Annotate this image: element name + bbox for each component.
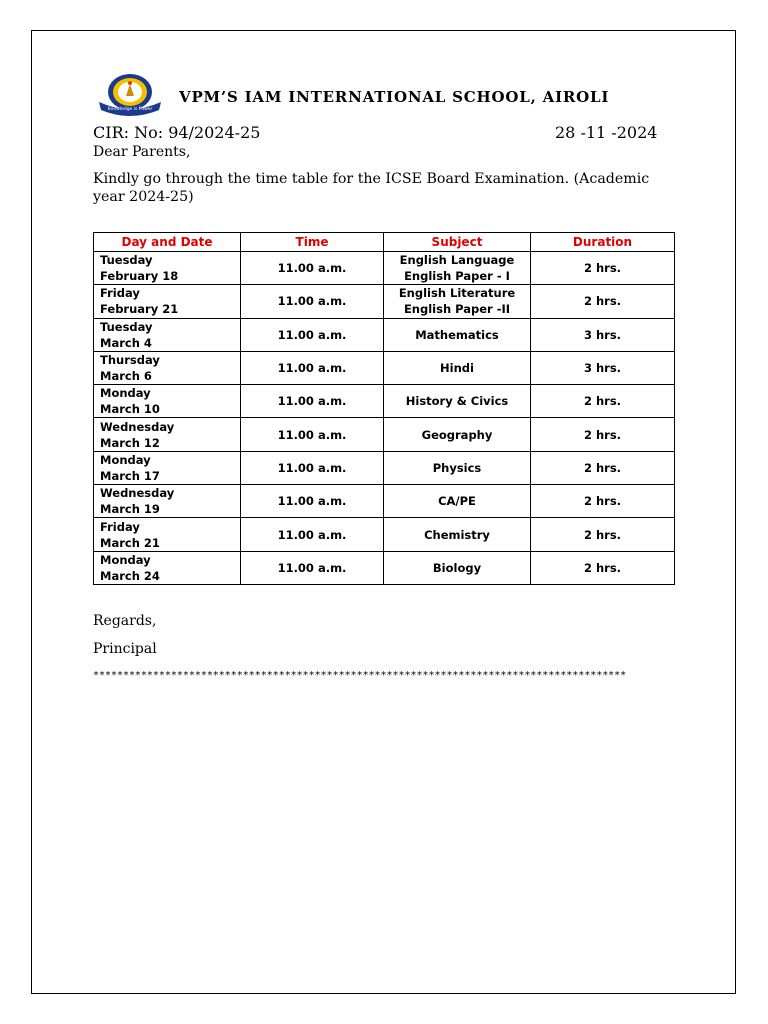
exam-date: March 4 (100, 335, 152, 350)
regards: Regards, (93, 613, 157, 629)
header-time: Time (241, 233, 384, 252)
exam-date: March 19 (100, 502, 160, 517)
cell-time: 11.00 a.m. (241, 351, 384, 384)
table-row (94, 385, 675, 418)
cell-time: 11.00 a.m. (241, 485, 384, 518)
table-row (94, 485, 675, 518)
subject-name: Biology (432, 560, 482, 575)
circular-date: 28 -11 -2024 (555, 123, 658, 142)
cell-time: 11.00 a.m. (241, 385, 384, 418)
day-name: Friday (100, 286, 140, 301)
cell-duration: 3 hrs. (531, 318, 675, 351)
day-name: Monday (100, 386, 151, 401)
separator-line: ***************************************************************************************** (93, 670, 627, 681)
school-crest-icon (93, 72, 167, 116)
day-name: Wednesday (100, 419, 175, 434)
subject-name: CA/PE (438, 494, 476, 509)
exam-date: March 21 (100, 535, 160, 550)
cell-day-and-date (94, 451, 241, 484)
subject-name: History & Civics (405, 394, 509, 409)
cell-subject (384, 351, 531, 384)
circular-number: CIR: No: 94/2024-25 (93, 123, 261, 142)
cell-time: 11.00 a.m. (241, 518, 384, 551)
subject-paper: English Paper - I (404, 269, 510, 284)
cell-duration: 2 hrs. (531, 285, 675, 318)
cell-duration: 2 hrs. (531, 551, 675, 584)
cell-duration: 2 hrs. (531, 518, 675, 551)
subject-name: Mathematics (415, 327, 499, 342)
header-day-and-date: Day and Date (94, 233, 241, 252)
subject-name: Geography (421, 427, 493, 442)
signatory: Principal (93, 641, 157, 657)
cell-subject (384, 385, 531, 418)
cell-subject (384, 318, 531, 351)
table-row (94, 551, 675, 584)
exam-timetable (93, 232, 675, 585)
cell-subject (384, 485, 531, 518)
cell-duration: 2 hrs. (531, 451, 675, 484)
day-name: Monday (100, 452, 151, 467)
cell-day-and-date (94, 385, 241, 418)
cell-time: 11.00 a.m. (241, 551, 384, 584)
cell-time: 11.00 a.m. (241, 285, 384, 318)
cell-subject (384, 551, 531, 584)
day-name: Friday (100, 519, 140, 534)
table-header-row (94, 233, 675, 252)
cell-time: 11.00 a.m. (241, 418, 384, 451)
table-row (94, 518, 675, 551)
exam-date: February 18 (100, 269, 179, 284)
cell-duration: 2 hrs. (531, 418, 675, 451)
table-row (94, 418, 675, 451)
salutation: Dear Parents, (93, 144, 191, 160)
cell-subject (384, 418, 531, 451)
header-duration: Duration (531, 233, 675, 252)
cell-subject (384, 285, 531, 318)
table-row (94, 252, 675, 285)
cell-time: 11.00 a.m. (241, 252, 384, 285)
table-row (94, 285, 675, 318)
subject-name: Hindi (440, 361, 474, 376)
cell-subject (384, 451, 531, 484)
exam-date: March 12 (100, 435, 160, 450)
logo-motto: Knowledge is Power (107, 107, 153, 112)
cell-duration: 2 hrs. (531, 385, 675, 418)
cell-day-and-date (94, 551, 241, 584)
cell-subject (384, 252, 531, 285)
intro-text: Kindly go through the time table for the ICSE Board Examination. (Academic year 2024-25) (93, 171, 650, 205)
cell-day-and-date (94, 318, 241, 351)
cell-duration: 2 hrs. (531, 252, 675, 285)
table-row (94, 318, 675, 351)
school-name: VPM’S IAM INTERNATIONAL SCHOOL, AIROLI (179, 88, 610, 106)
subject-name: Physics (432, 460, 482, 475)
day-name: Wednesday (100, 486, 175, 501)
subject-name: English Literature (398, 286, 516, 301)
cell-day-and-date (94, 351, 241, 384)
exam-date: March 17 (100, 468, 160, 483)
cell-day-and-date (94, 518, 241, 551)
cell-duration: 3 hrs. (531, 351, 675, 384)
table-row (94, 351, 675, 384)
cell-time: 11.00 a.m. (241, 318, 384, 351)
day-name: Thursday (100, 353, 160, 368)
subject-name: English Language (399, 253, 515, 268)
cell-day-and-date (94, 485, 241, 518)
cell-day-and-date (94, 418, 241, 451)
cell-subject (384, 518, 531, 551)
exam-date: March 6 (100, 369, 152, 384)
day-name: Monday (100, 552, 151, 567)
day-name: Tuesday (100, 253, 153, 268)
cell-time: 11.00 a.m. (241, 451, 384, 484)
header-subject: Subject (384, 233, 531, 252)
day-name: Tuesday (100, 319, 153, 334)
exam-date: March 10 (100, 402, 160, 417)
table-row (94, 451, 675, 484)
exam-date: February 21 (100, 302, 179, 317)
cell-duration: 2 hrs. (531, 485, 675, 518)
subject-paper: English Paper -II (403, 302, 511, 317)
subject-name: Chemistry (424, 527, 490, 542)
cell-day-and-date (94, 285, 241, 318)
exam-date: March 24 (100, 568, 160, 583)
cell-day-and-date (94, 252, 241, 285)
